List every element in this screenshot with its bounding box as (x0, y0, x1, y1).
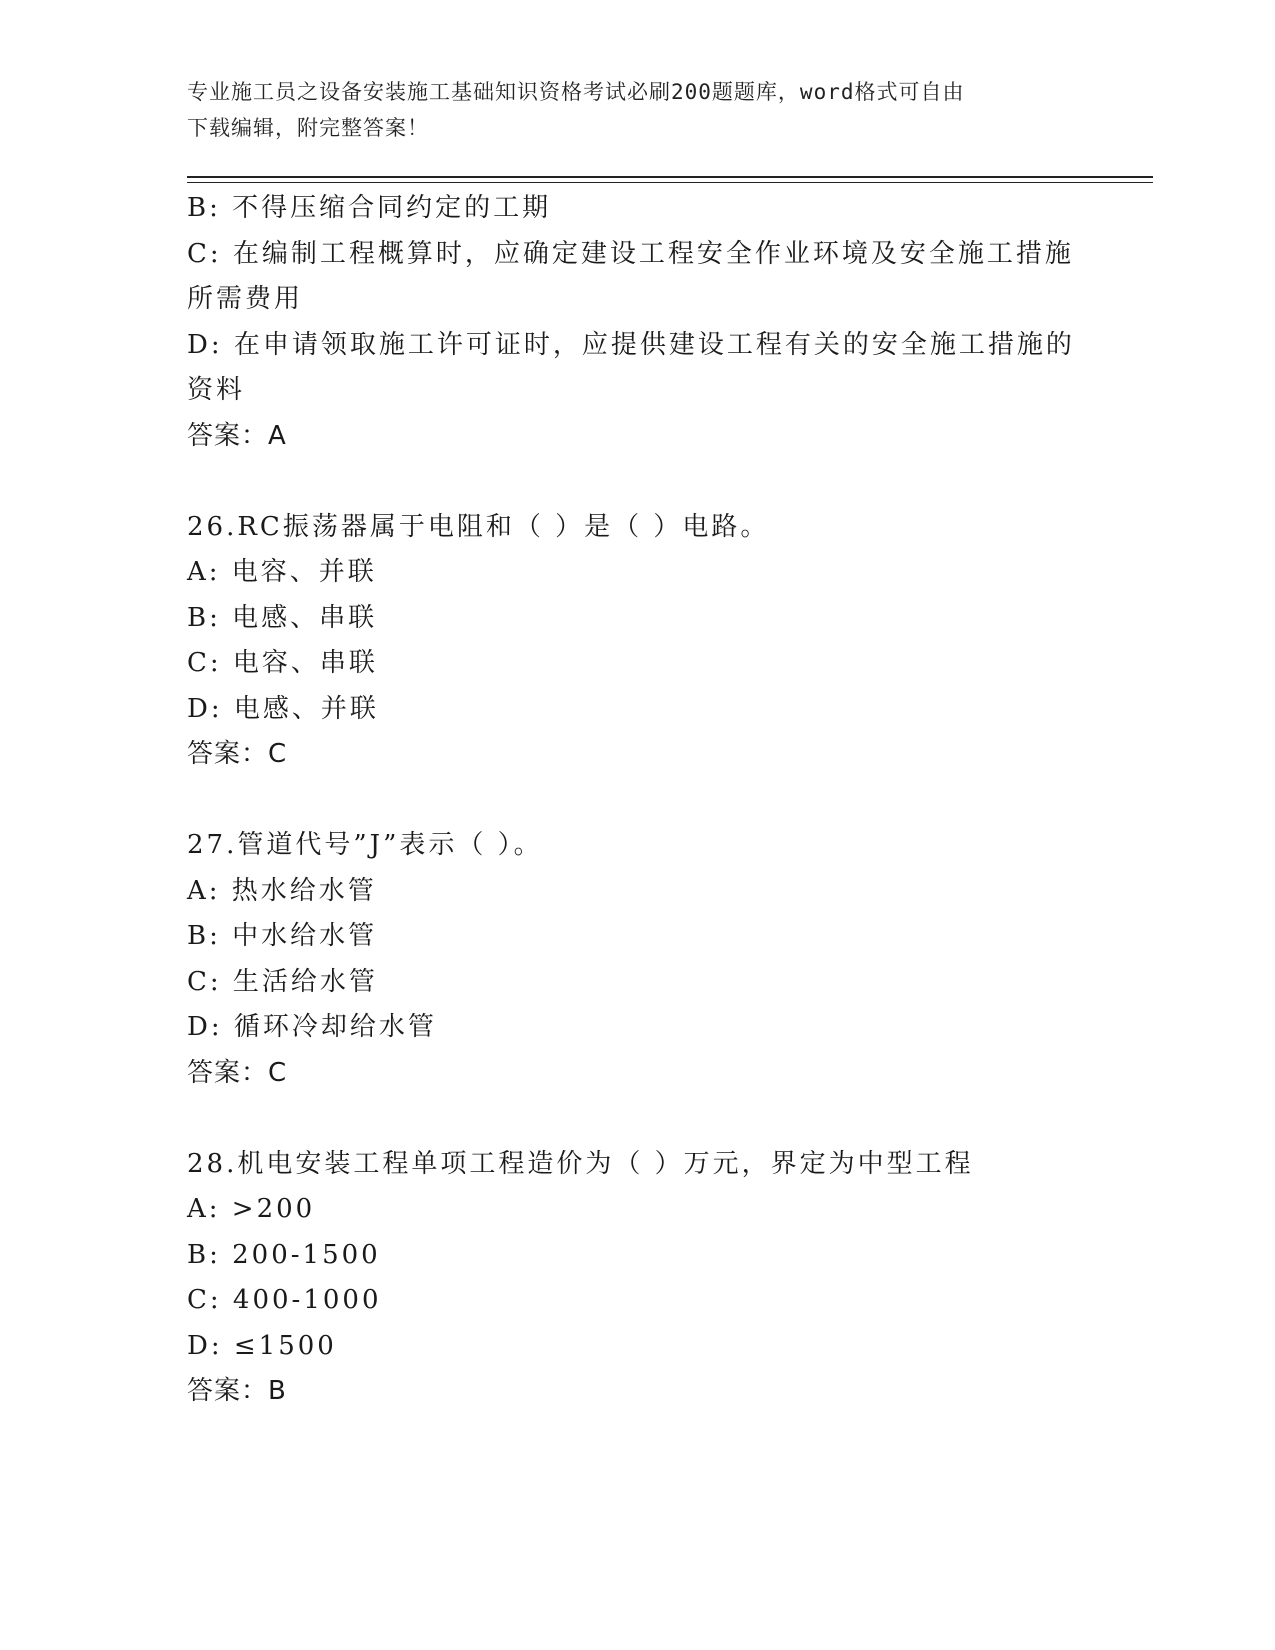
question-stem: 28.机电安装工程单项工程造价为（ ）万元，界定为中型工程 (187, 1148, 974, 1179)
option-d: D: ≤1500 (187, 1330, 337, 1361)
question-28 (187, 1142, 1087, 1415)
header-title-line-1: 专业施工员之设备安装施工基础知识资格考试必刷200题题库，word格式可自由 (187, 80, 965, 104)
option-d-continued: 资料 (187, 375, 246, 405)
header-title-line-2: 下载编辑，附完整答案！ (187, 116, 429, 140)
question-list (187, 186, 1087, 1415)
option-c: C: 在编制工程概算时，应确定建设工程安全作业环境及安全施工措施 (187, 238, 1074, 269)
option-d: D: 在申请领取施工许可证时，应提供建设工程有关的安全施工措施的 (187, 329, 1075, 360)
option-b: B: 200-1500 (187, 1239, 381, 1270)
question-stem: 26.RC振荡器属于电阻和（ ）是（ ）电路。 (187, 511, 770, 542)
option-c: C: 400-1000 (187, 1285, 382, 1315)
question-27 (187, 823, 1087, 1096)
option-b: B: 不得压缩合同约定的工期 (187, 193, 552, 223)
answer-line: 答案：C (187, 739, 288, 769)
option-a: A: 热水给水管 (187, 875, 377, 906)
question-stem: 27.管道代号”J”表示（ ）。 (187, 830, 543, 860)
spacer (187, 1096, 1087, 1142)
option-a: A: 电容、并联 (187, 557, 377, 587)
answer-line: 答案：A (187, 420, 287, 451)
option-b: B: 电感、串联 (187, 602, 378, 633)
header-divider-thin (187, 182, 1153, 183)
answer-line: 答案：C (187, 1057, 288, 1088)
option-d: D: 循环冷却给水管 (187, 1012, 437, 1042)
option-c: C: 生活给水管 (187, 966, 378, 997)
spacer (187, 459, 1087, 505)
header-divider-thick (187, 176, 1153, 178)
question-26 (187, 505, 1087, 778)
option-b: B: 中水给水管 (187, 921, 378, 951)
answer-line: 答案：B (187, 1376, 287, 1406)
option-d: D: 电感、并联 (187, 693, 379, 724)
option-c-continued: 所需费用 (187, 284, 304, 314)
option-c: C: 电容、串联 (187, 648, 378, 678)
question-25-continued (187, 186, 1087, 459)
page-header (187, 74, 1067, 146)
spacer (187, 778, 1087, 824)
option-a: A: >200 (187, 1194, 316, 1224)
